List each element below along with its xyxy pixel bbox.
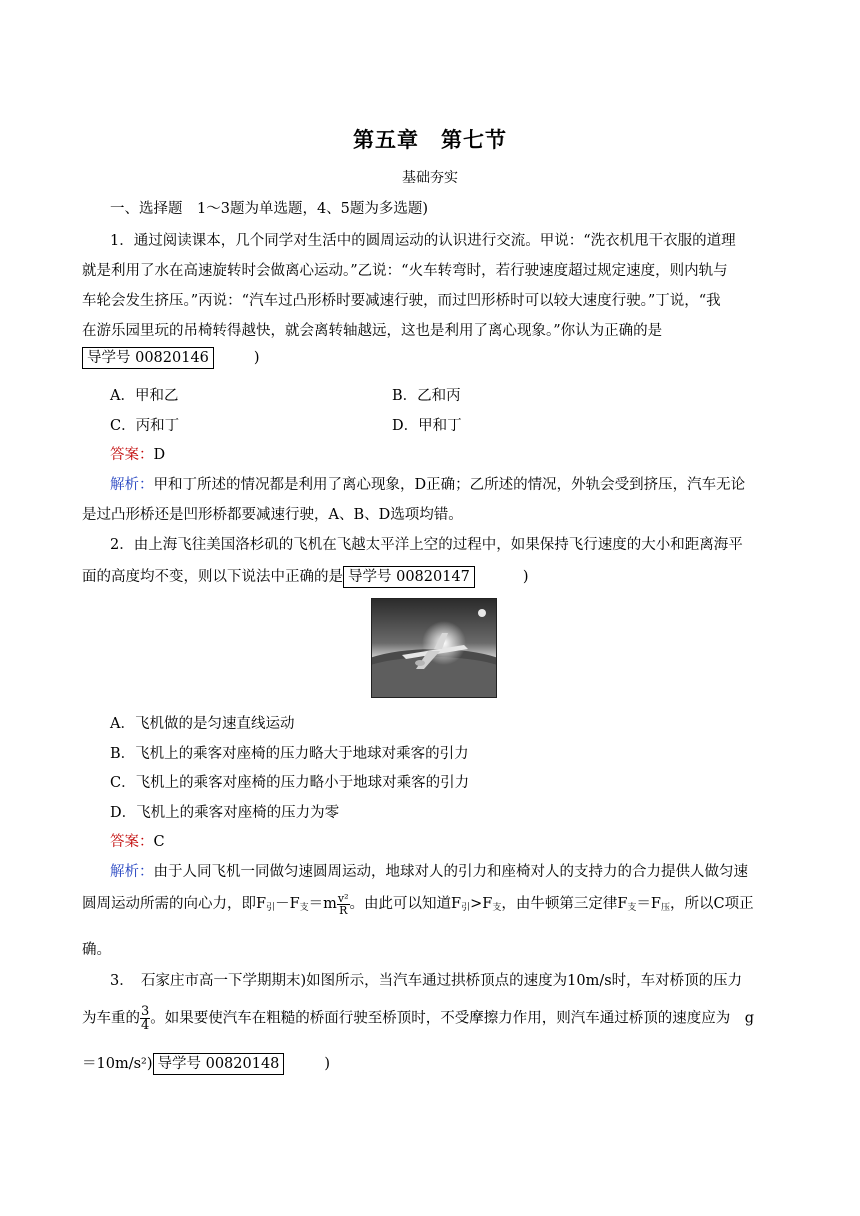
q2-line-2-text: 面的高度均不变，则以下说法中正确的是: [82, 569, 343, 585]
q2-option-c: C．飞机上的乘客对座椅的压力略小于地球对乘客的引力: [110, 775, 470, 791]
page-subtitle: 基础夯实: [402, 170, 458, 186]
q1-line-4: 在游乐园里玩的吊椅转得越快，就会离转轴越远，这也是利用了离心现象。”你认为正确的是: [82, 323, 663, 339]
q1-option-a: A．甲和乙: [110, 388, 179, 404]
q3-line-3: [82, 1052, 782, 1075]
q3-guide-number: 导学号 00820148: [153, 1053, 285, 1075]
q2-answer-value: C: [153, 834, 165, 850]
fraction-numerator: v²: [337, 891, 349, 905]
q2-analysis-text-1: 由于人同飞机一同做匀速圆周运动，地球对人的引力和座椅对人的支持力的合力提供人做匀速: [153, 864, 748, 880]
q1-guide-number: 导学号 00820146: [82, 347, 214, 369]
q1-option-c: C．丙和丁: [110, 418, 180, 434]
sub-ya: 压: [660, 903, 670, 913]
sub-zhi: 支: [299, 903, 309, 913]
q2-analysis-2c: ，由牛顿第三定律F: [501, 896, 628, 912]
q1-line-1: 1．通过阅读课本，几个同学对生活中的圆周运动的认识进行交流。甲说：“洗衣机甩干衣服的道理: [110, 233, 736, 249]
three-quarters-fraction: [140, 1005, 150, 1032]
q2-gt: >F: [470, 896, 493, 912]
page-title: 第五章 第七节: [353, 127, 507, 152]
q3-line-3-text: ＝10m/s²): [82, 1056, 153, 1072]
q2-paren: ): [522, 569, 529, 585]
fraction-denominator: R: [339, 903, 348, 917]
q1-line-3: 车轮会发生挤压。”丙说：“汽车过凸形桥时要减速行驶，而过凹形桥时可以较大速度行驶。”丁说，“我: [82, 293, 721, 309]
airplane-figure: [371, 598, 497, 698]
q1-answer-value: D: [153, 447, 166, 463]
q2-analysis-2d: ，所以C项正: [670, 896, 754, 912]
fraction-denominator-4: 4: [141, 1018, 150, 1033]
section-heading: 一、选择题 1～3题为单选题，4、5题为多选题): [110, 201, 429, 217]
q2-answer-label: 答案：: [110, 834, 154, 850]
q1-guide-row: [82, 347, 782, 369]
q1-answer: [110, 443, 810, 464]
q1-answer-label: 答案：: [110, 447, 154, 463]
q1-analysis-label: 解析：: [110, 477, 154, 493]
q2-line-1: 2．由上海飞往美国洛杉矶的飞机在飞越太平洋上空的过程中，如果保持飞行速度的大小和距离海平: [110, 537, 743, 553]
q3-line-2b: 。如果要使汽车在粗糙的桥面行驶至桥顶时，不受摩擦力作用，则汽车通过桥顶的速度应为 g: [150, 1010, 755, 1027]
q3-paren: ): [324, 1056, 331, 1072]
sub-yin-2: 引: [461, 903, 471, 913]
q2-line-2: [82, 565, 782, 588]
sub-yin: 引: [266, 903, 276, 913]
q2-analysis-2a: 圆周运动所需的向心力，即F: [82, 896, 267, 912]
q2-analysis-label: 解析：: [110, 864, 154, 880]
q1-option-d: D．甲和丁: [392, 418, 462, 434]
q1-paren: ): [253, 350, 260, 366]
q2-analysis-line-1: [110, 860, 810, 881]
q1-line-2: 就是利用了水在高速旋转时会做离心运动。”乙说：“火车转弯时，若行驶速度超过规定速度，则内轨与: [82, 263, 728, 279]
sub-zhi-3: 支: [627, 903, 637, 913]
q1-analysis-line-1: [110, 473, 810, 494]
q2-eq-m: ＝m: [308, 896, 337, 912]
q2-analysis-2b: 。由此可以知道F: [349, 896, 462, 912]
q3-line-2: [82, 1005, 782, 1032]
q2-minus: －F: [275, 896, 300, 912]
q2-answer: [110, 830, 810, 851]
q2-eq-f: ＝F: [636, 896, 661, 912]
q1-option-b: B．乙和丙: [392, 388, 461, 404]
q2-option-d: D．飞机上的乘客对座椅的压力为零: [110, 805, 340, 821]
sub-zhi-2: 支: [492, 903, 502, 913]
q2-analysis-line-3: 确。: [82, 942, 111, 958]
q2-option-a: A．飞机做的是匀速直线运动: [110, 716, 295, 732]
q2-guide-number: 导学号 00820147: [343, 566, 475, 588]
v2-over-r-fraction: [337, 893, 350, 916]
q2-analysis-line-2: [82, 892, 782, 916]
q1-analysis-text-1: 甲和丁所述的情况都是利用了离心现象，D正确；乙所述的情况，外轨会受到挤压，汽车无论: [153, 477, 746, 493]
q2-option-b: B．飞机上的乘客对座椅的压力略大于地球对乘客的引力: [110, 746, 469, 762]
q1-analysis-line-2: 是过凸形桥还是凹形桥都要减速行驶，A、B、D选项均错。: [82, 507, 463, 523]
q3-line-1: 3． 石家庄市高一下学期期末)如图所示，当汽车通过拱桥顶点的速度为10m/s时，车对桥顶的压力: [110, 973, 743, 989]
q3-line-2a: 为车重的: [82, 1010, 140, 1027]
airplane-image: [372, 599, 496, 697]
fraction-numerator-3: 3: [141, 1004, 150, 1019]
